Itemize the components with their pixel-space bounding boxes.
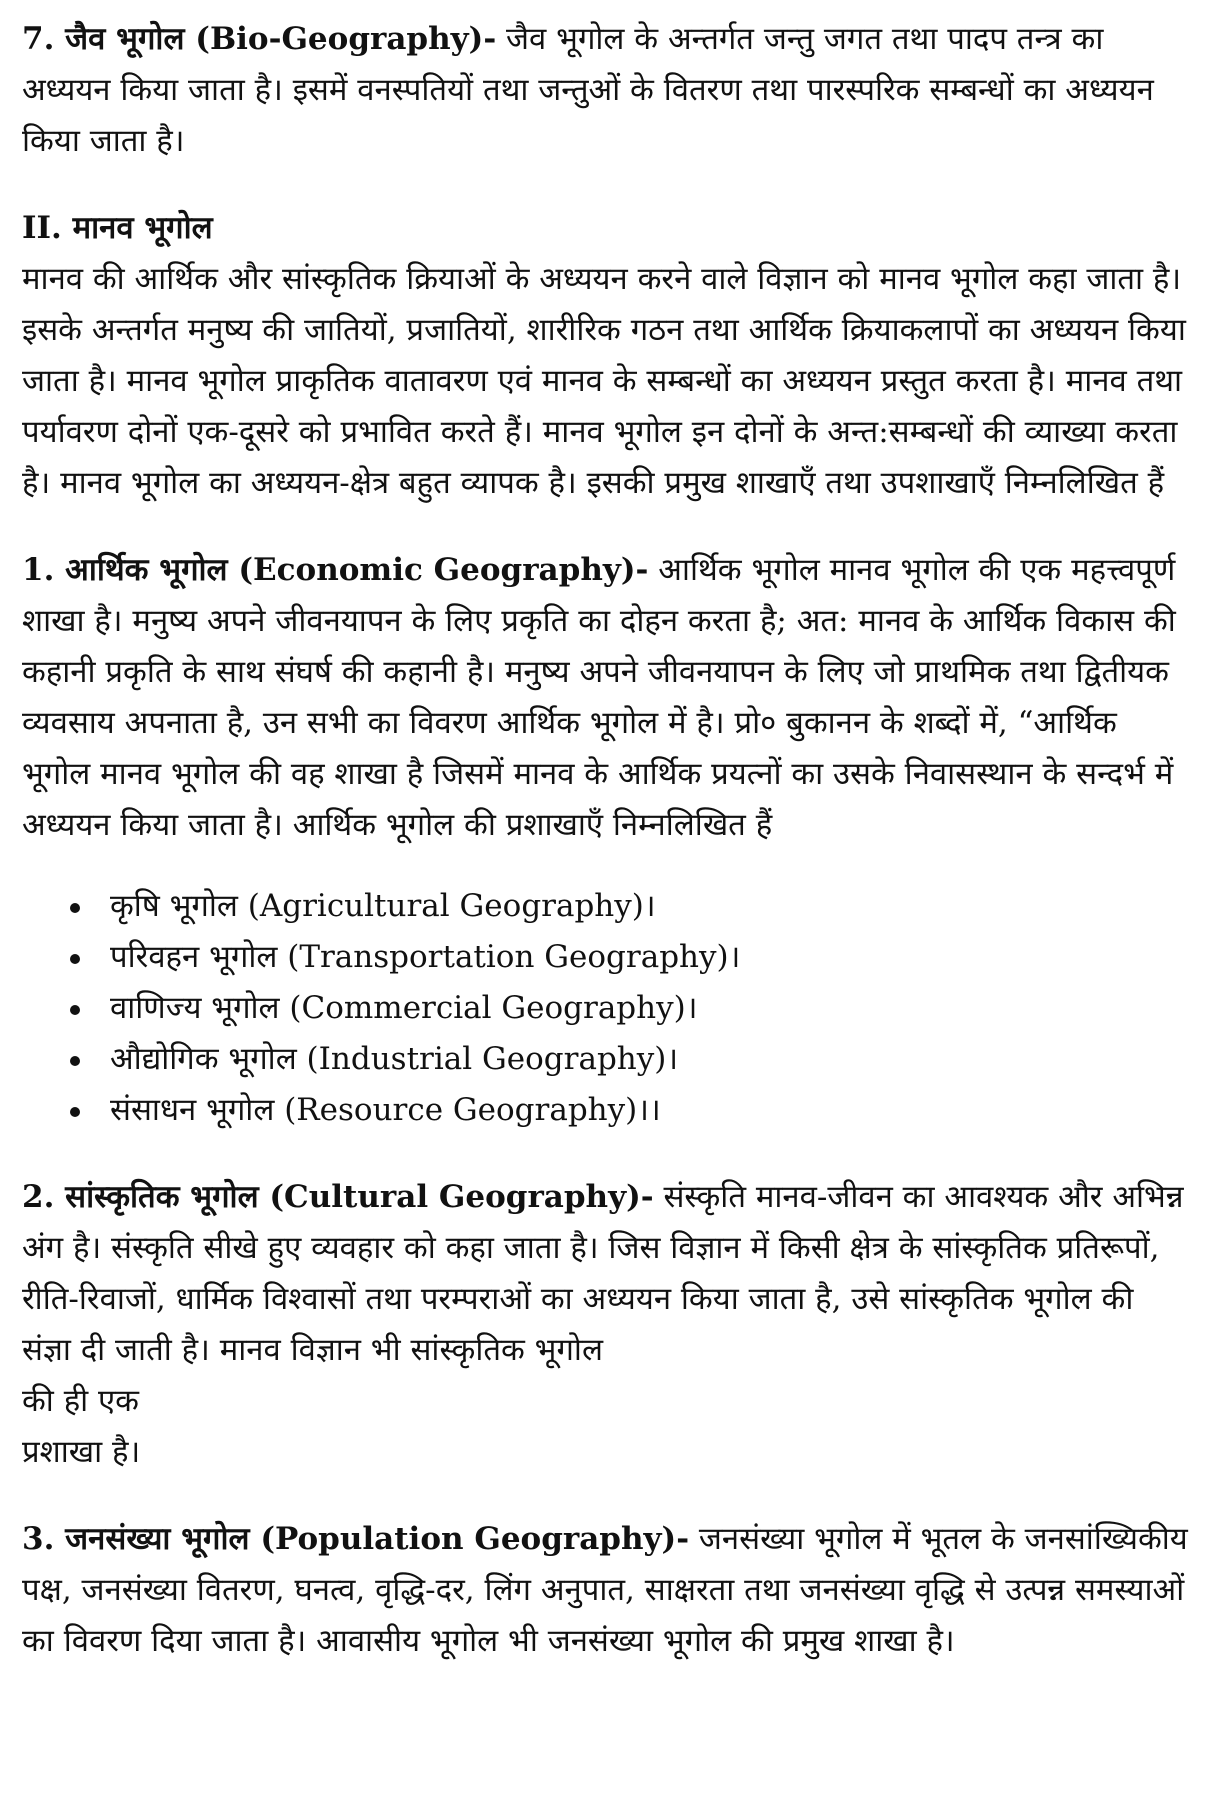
list-item: कृषि भूगोल (Agricultural Geography)। <box>110 881 1191 932</box>
spacer <box>22 1478 1191 1514</box>
bio-geography-heading: 7. जैव भूगोल (Bio-Geography)- <box>22 21 497 57</box>
spacer <box>22 1136 1191 1172</box>
economic-geography-text: आर्थिक भूगोल मानव भूगोल की एक महत्त्वपूर्ण शाखा है। मनुष्य अपने जीवनयापन के लिए प्रकृति का दोहन करता है; अत: मानव के आर्थिक विकास की कहानी प्रकृति के साथ संघर्ष की कहानी है। मनुष्य अपने जीवनयापन के लिए जो प्राथमिक तथा द्वितीयक व्यवसाय अपनाता है, उन सभी का विवरण आर्थिक भूगोल में है। प्रो० बुकानन के शब्दों में, “आर्थिक भूगोल मानव भूगोल की वह शाखा है जिसमें मानव के आर्थिक प्रयत्नों का उसके निवासस्थान के सन्दर्भ में अध्ययन किया जाता है। आर्थिक भूगोल की प्रशाखाएँ निम्नलिखित हैं <box>22 552 1176 843</box>
spacer <box>22 167 1191 203</box>
human-geography-text: मानव की आर्थिक और सांस्कृतिक क्रियाओं के अध्ययन करने वाले विज्ञान को मानव भूगोल कहा जाता है। इसके अन्तर्गत मनुष्य की जातियों, प्रजातियों, शारीरिक गठन तथा आर्थिक क्रियाकलापों का अध्ययन किया जाता है। मानव भूगोल प्राकृतिक वातावरण एवं मानव के सम्बन्धों का अध्ययन प्रस्तुत करता है। मानव तथा पर्यावरण दोनों एक-दूसरे को प्रभावित करते हैं। मानव भूगोल इन दोनों के अन्त:सम्बन्धों की व्याख्या करता है। मानव भूगोल का अध्ययन-क्षेत्र बहुत व्यापक है। इसकी प्रमुख शाखाएँ तथा उपशाखाएँ निम्नलिखित हैं <box>22 261 1186 501</box>
spacer <box>22 851 1191 881</box>
list-item: औद्योगिक भूगोल (Industrial Geography)। <box>110 1034 1191 1085</box>
list-item: परिवहन भूगोल (Transportation Geography)। <box>110 932 1191 983</box>
cultural-geography-heading: 2. सांस्कृतिक भूगोल (Cultural Geography)- <box>22 1179 654 1215</box>
population-geography-heading: 3. जनसंख्या भूगोल (Population Geography)- <box>22 1521 690 1557</box>
bio-geography-text: जैव भूगोल के अन्तर्गत जन्तु जगत तथा पादप तन्त्र का अध्ययन किया जाता है। इसमें वनस्पतियों तथा जन्तुओं के वितरण तथा पारस्परिक सम्बन्धों का अध्ययन किया जाता है। <box>22 21 1154 159</box>
cultural-geography-line-3: प्रशाखा है। <box>22 1434 141 1470</box>
cultural-geography-paragraph <box>22 1172 1191 1376</box>
list-item: वाणिज्य भूगोल (Commercial Geography)। <box>110 983 1191 1034</box>
population-geography-paragraph <box>22 1514 1191 1667</box>
economic-branches-list <box>22 881 1191 1136</box>
cultural-geography-line-2: की ही एक <box>22 1383 139 1419</box>
cultural-geography-text: संस्कृति मानव-जीवन का आवश्यक और अभिन्न अंग है। संस्कृति सीखे हुए व्यवहार को कहा जाता है। जिस विज्ञान में किसी क्षेत्र के सांस्कृतिक प्रतिरूपों, रीति-रिवाजों, धार्मिक विश्वासों तथा परम्पराओं का अध्ययन किया जाता है, उसे सांस्कृतिक भूगोल की संज्ञा दी जाती है। मानव विज्ञान भी सांस्कृतिक भूगोल <box>22 1179 1184 1368</box>
population-geography-text: जनसंख्या भूगोल में भूतल के जनसांख्यिकीय पक्ष, जनसंख्या वितरण, घनत्व, वृद्धि-दर, लिंग अनुपात, साक्षरता तथा जनसंख्या वृद्धि से उत्पन्न समस्याओं का विवरण दिया जाता है। आवासीय भूगोल भी जनसंख्या भूगोल की प्रमुख शाखा है। <box>22 1521 1188 1659</box>
economic-geography-heading: 1. आर्थिक भूगोल (Economic Geography)- <box>22 552 649 588</box>
economic-geography-paragraph <box>22 545 1191 851</box>
spacer <box>22 509 1191 545</box>
bio-geography-paragraph <box>22 14 1191 167</box>
human-geography-heading: II. मानव भूगोल <box>22 210 213 246</box>
list-item: संसाधन भूगोल (Resource Geography)।। <box>110 1085 1191 1136</box>
